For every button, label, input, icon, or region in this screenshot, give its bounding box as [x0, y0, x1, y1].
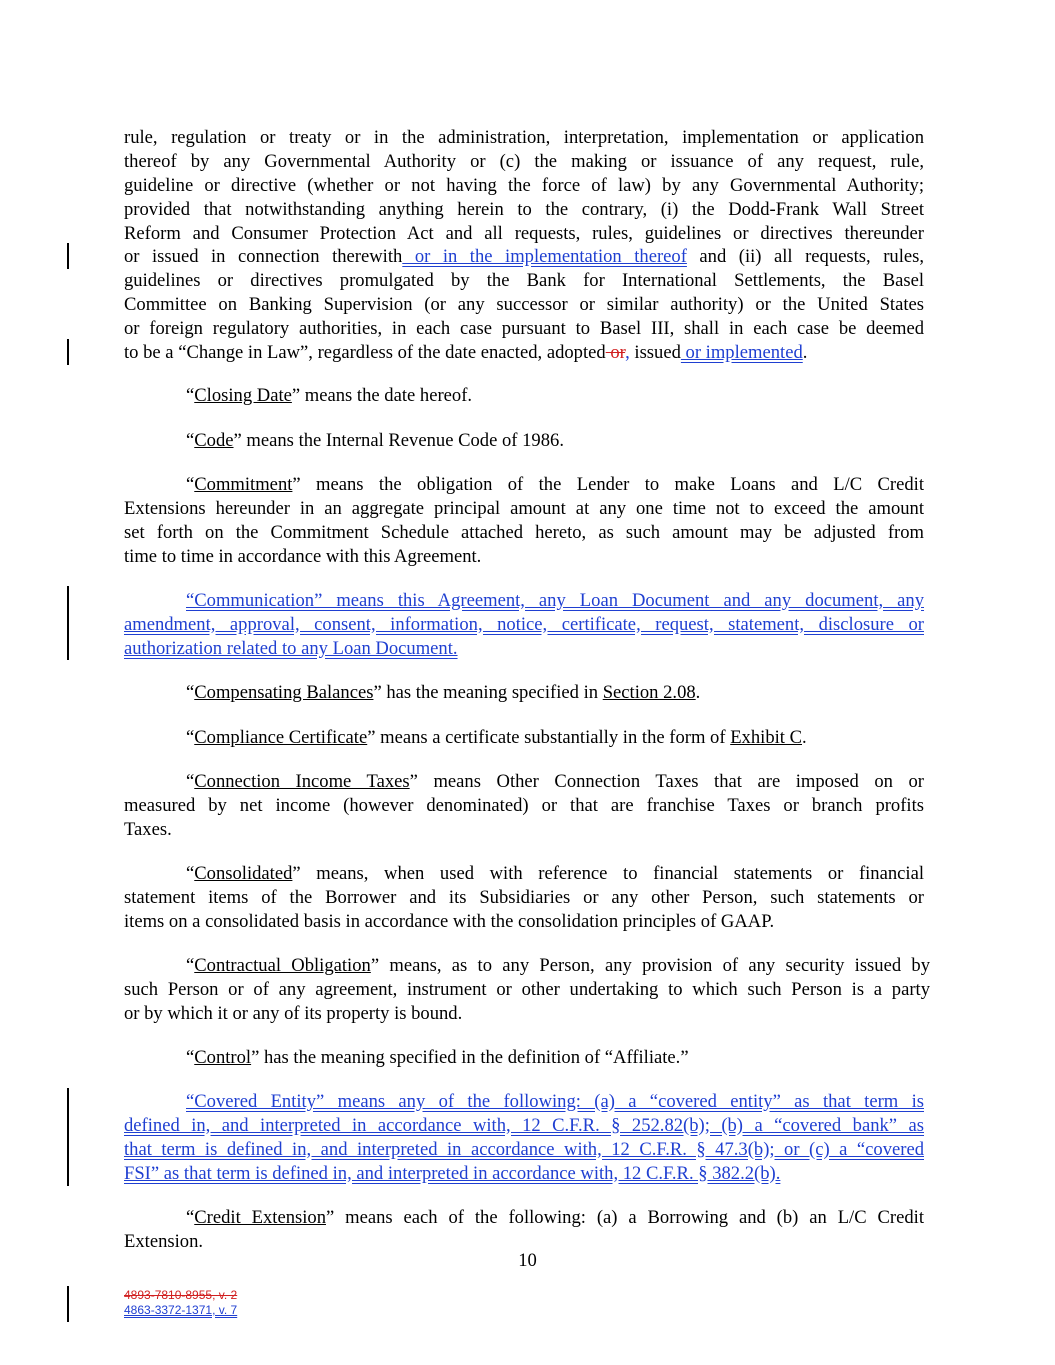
- inserted-text: amendment, approval, consent, information, notice, certificate, request, statement, disclosure or: [124, 613, 924, 635]
- defined-term: Compliance Certificate: [194, 727, 368, 748]
- text-line: [124, 613, 924, 637]
- change-bar: [67, 1286, 69, 1322]
- text-segment: .: [802, 342, 808, 364]
- defined-term: Connection Income Taxes: [194, 771, 410, 792]
- inserted-text: FSI” as that term is defined in, and interpreted in accordance with, 12 C.F.R. § 382.2(b).: [124, 1162, 781, 1184]
- text-segment: ” means Other Connection Taxes that are imposed on or: [409, 771, 924, 792]
- defined-term: Consolidated: [194, 863, 293, 884]
- text-segment: ” means, when used with reference to financial statements or financial: [292, 863, 924, 884]
- text-line: Taxes.: [124, 818, 172, 840]
- defined-term: Control: [194, 1047, 252, 1068]
- deleted-document-id: 4893-7810-8955, v. 2: [124, 1288, 238, 1302]
- definition-covered-entity: [124, 1090, 924, 1186]
- definition-consolidated: [124, 862, 924, 934]
- text-line: “Commitment” means the obligation of the Lender to make Loans and L/C Credit: [186, 474, 924, 495]
- text-line: Extensions hereunder in an aggregate principal amount at any one time not to exceed the amount: [124, 497, 924, 519]
- text-line: such Person or of any agreement, instrument or other undertaking to which such Person is a party: [124, 978, 930, 1000]
- text-line: “Closing Date” means the date hereof.: [186, 385, 473, 406]
- text-line: [124, 245, 924, 269]
- text-line: “Control” has the meaning specified in the definition of “Affiliate.”: [186, 1047, 689, 1068]
- text-line: statement items of the Borrower and its Subsidiaries or any other Person, such statements or: [124, 886, 924, 908]
- definition-commitment: [124, 473, 924, 569]
- change-bar: [67, 243, 69, 269]
- definition-control: [124, 1046, 924, 1070]
- text-segment: ” has the meaning specified in the definition of “Affiliate.”: [251, 1047, 689, 1068]
- text-line: “Connection Income Taxes” means Other Connection Taxes that are imposed on or: [186, 771, 924, 792]
- text-segment: ” means the Internal Revenue Code of 1986.: [233, 430, 564, 451]
- inserted-text: ,: [625, 342, 630, 364]
- text-segment: ” has the meaning specified in: [373, 682, 603, 703]
- text-line: “Compliance Certificate” means a certificate substantially in the form of Exhibit C.: [186, 727, 807, 748]
- change-bar: [67, 339, 69, 365]
- text-line: “Consolidated” means, when used with reference to financial statements or financial: [186, 863, 924, 884]
- inserted-text: that term is defined in, and interpreted in accordance with, 12 C.F.R. § 47.3(b); or (c) a “covered: [124, 1138, 924, 1160]
- text-segment: ” means the obligation of the Lender to make Loans and L/C Credit: [292, 474, 924, 495]
- definition-code: [124, 429, 924, 453]
- text-line: “Compensating Balances” has the meaning specified in Section 2.08.: [186, 682, 701, 703]
- text-line: [124, 341, 924, 365]
- change-bar: [67, 1088, 69, 1186]
- text-line: measured by net income (however denominated) or that are franchise Taxes or branch profits: [124, 794, 924, 816]
- text-segment: .: [695, 682, 701, 703]
- text-line: [124, 637, 924, 661]
- defined-term: Contractual Obligation: [194, 955, 371, 976]
- defined-term: Code: [194, 430, 234, 451]
- change-in-law-paragraph: [124, 126, 924, 365]
- text-line: “Code” means the Internal Revenue Code of 1986.: [186, 430, 564, 451]
- text-segment: to be a “Change in Law”, regardless of the date enacted, adopted: [124, 342, 606, 364]
- text-line: set forth on the Commitment Schedule attached hereto, as such amount may be adjusted from: [124, 521, 924, 543]
- text-line: guidelines or directives promulgated by the Bank for International Settlements, the Basel: [124, 270, 924, 292]
- definition-closing-date: [124, 384, 924, 408]
- text-line: Reform and Consumer Protection Act and all requests, rules, guidelines or directives thereunder: [124, 222, 924, 244]
- inserted-text: “Communication” means this Agreement, any Loan Document and any document, any: [186, 590, 924, 611]
- definition-contractual-obligation: [124, 954, 930, 1026]
- defined-term: Commitment: [194, 474, 293, 495]
- inserted-text: defined in, and interpreted in accordance with, 12 C.F.R. § 252.82(b); (b) a “covered bank” as: [124, 1114, 924, 1136]
- exhibit-reference: Exhibit C: [730, 727, 802, 748]
- text-line: “Contractual Obligation” means, as to any Person, any provision of any security issued by: [186, 955, 931, 976]
- defined-term: Closing Date: [194, 385, 292, 406]
- text-line: [124, 589, 924, 613]
- text-segment: ” means a certificate substantially in the form of: [367, 727, 731, 748]
- text-line: “Credit Extension” means each of the following: (a) a Borrowing and (b) an L/C Credit: [186, 1207, 924, 1228]
- text-segment: and (ii) all requests, rules,: [686, 246, 925, 268]
- inserted-text: authorization related to any Loan Document.: [124, 637, 458, 659]
- page-number: 10: [518, 1250, 537, 1271]
- definition-compliance-certificate: [124, 726, 924, 750]
- text-line: guideline or directive (whether or not having the force of law) by any Governmental Authority;: [124, 174, 924, 196]
- inserted-document-id: 4863-3372-1371, v. 7: [124, 1303, 238, 1317]
- text-line: [124, 1114, 924, 1138]
- definition-credit-extension: [124, 1206, 924, 1254]
- text-segment: ” means each of the following: (a) a Borrowing and (b) an L/C Credit: [326, 1207, 924, 1228]
- text-line: items on a consolidated basis in accordance with the consolidation principles of GAAP.: [124, 910, 775, 932]
- text-line: [124, 1090, 924, 1114]
- text-segment: ” means, as to any Person, any provision of any security issued by: [370, 955, 931, 976]
- defined-term: Compensating Balances: [194, 682, 374, 703]
- change-bar: [67, 586, 69, 660]
- text-line: Extension.: [124, 1230, 204, 1252]
- text-segment: or issued in connection therewith: [124, 246, 403, 268]
- text-line: thereof by any Governmental Authority or (c) the making or issuance of any request, rule,: [124, 150, 924, 172]
- text-line: provided that notwithstanding anything herein to the contrary, (i) the Dodd-Frank Wall Street: [124, 198, 924, 220]
- text-line: [124, 1138, 924, 1162]
- definition-communication: [124, 589, 924, 661]
- inserted-text: “Covered Entity” means any of the following: (a) a “covered entity” as that term is: [186, 1091, 924, 1112]
- inserted-text: or in the implementation thereof: [402, 246, 687, 268]
- text-line: Committee on Banking Supervision (or any successor or similar authority) or the United States: [124, 294, 924, 316]
- deleted-text: or: [605, 342, 626, 364]
- text-line: [124, 1162, 924, 1186]
- text-segment: ” means the date hereof.: [291, 385, 473, 406]
- definition-connection-income-taxes: [124, 770, 924, 842]
- section-reference: Section 2.08: [602, 682, 696, 703]
- text-segment: .: [802, 727, 807, 748]
- text-line: or by which it or any of its property is bound.: [124, 1002, 463, 1024]
- text-line: rule, regulation or treaty or in the administration, interpretation, implementation or application: [124, 127, 924, 148]
- text-line: time to time in accordance with this Agreement.: [124, 545, 482, 567]
- text-line: or foreign regulatory authorities, in each case pursuant to Basel III, shall in each case be deemed: [124, 318, 924, 340]
- text-segment: issued: [629, 342, 681, 364]
- definition-compensating-balances: [124, 681, 924, 705]
- inserted-text: or implemented: [680, 342, 803, 364]
- defined-term: Credit Extension: [194, 1207, 326, 1228]
